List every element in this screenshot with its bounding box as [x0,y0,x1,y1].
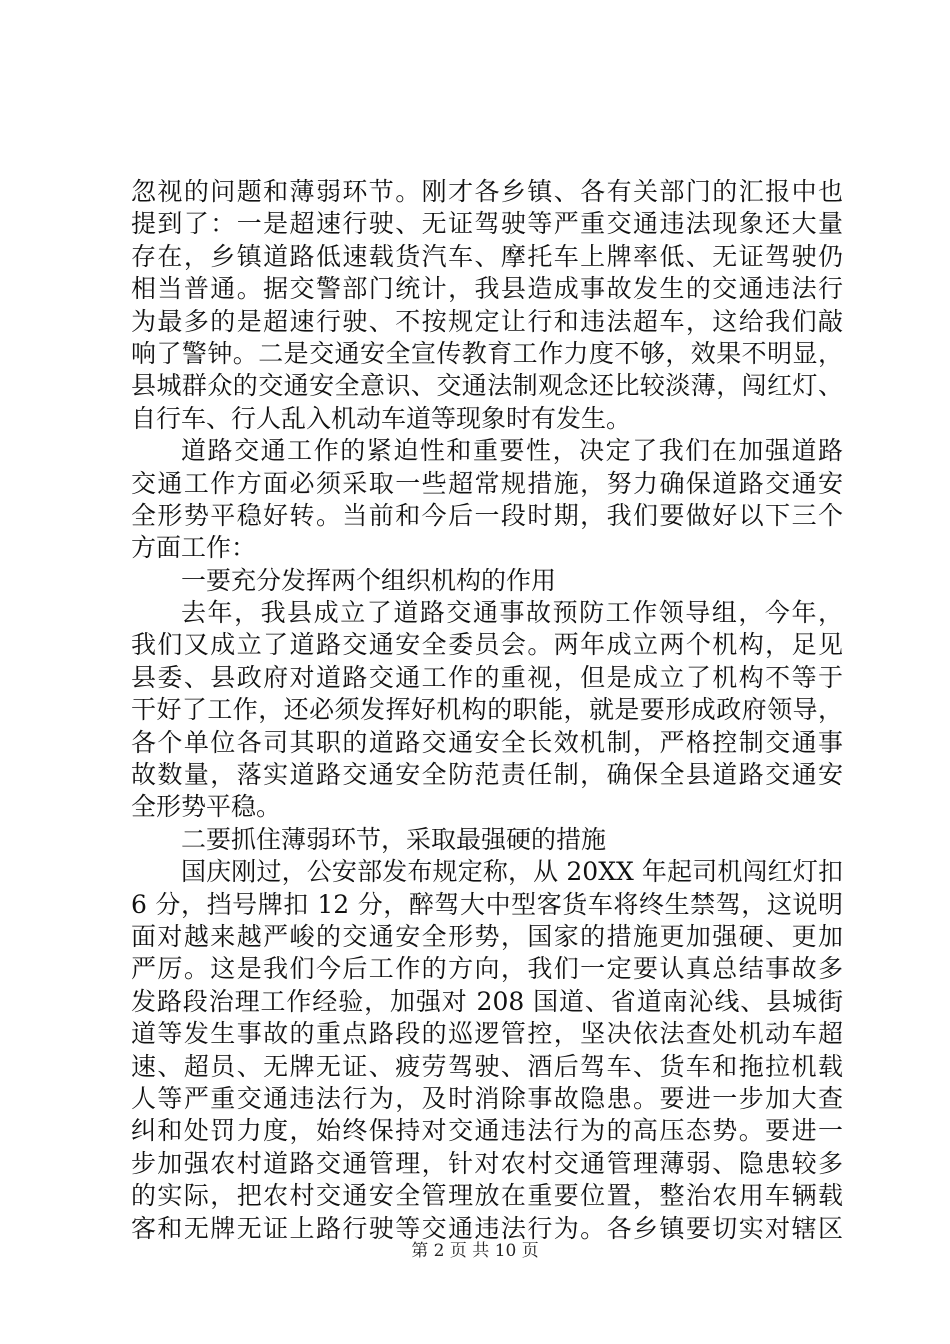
text-line: 提到了：一是超速行驶、无证驾驶等严重交通违法现象还大量 [131,209,843,239]
text-line: 为最多的是超速行驶、不按规定让行和违法超车，这给我们敲 [131,306,843,336]
text-line: 人等严重交通违法行为，及时消除事故隐患。要进一步加大查 [131,1083,843,1113]
text-line: 6 分，挡号牌扣 12 分，醉驾大中型客货车将终生禁驾，这说明 [131,889,843,919]
text-line: 县委、县政府对道路交通工作的重视，但是成立了机构不等于 [131,662,843,692]
text-line: 国庆刚过，公安部发布规定称，从 20XX 年起司机闯红灯扣 [181,857,843,887]
text-line: 道等发生事故的重点路段的巡逻管控，坚决依法查处机动车超 [131,1019,843,1049]
text-line: 各个单位各司其职的道路交通安全长效机制，严格控制交通事 [131,727,843,757]
text-line: 速、超员、无牌无证、疲劳驾驶、酒后驾车、货车和拖拉机载 [131,1051,843,1081]
text-line: 客和无牌无证上路行驶等交通违法行为。各乡镇要切实对辖区 [131,1213,843,1243]
text-line: 面对越来越严峻的交通安全形势，国家的措施更加强硬、更加 [131,921,843,951]
text-line: 交通工作方面必须采取一些超常规措施，努力确保道路交通安 [131,468,843,498]
text-line: 响了警钟。二是交通安全宣传教育工作力度不够，效果不明显， [131,338,843,368]
text-line: 存在，乡镇道路低速载货汽车、摩托车上牌率低、无证驾驶仍 [131,241,843,271]
text-line: 干好了工作，还必须发挥好机构的职能，就是要形成政府领导， [131,695,843,725]
text-line: 发路段治理工作经验，加强对 208 国道、省道南沁线、县城街 [131,986,843,1016]
text-line: 纠和处罚力度，始终保持对交通违法行为的高压态势。要进一 [131,1116,843,1146]
text-line: 自行车、行人乱入机动车道等现象时有发生。 [131,403,632,433]
text-line: 严厉。这是我们今后工作的方向，我们一定要认真总结事故多 [131,954,843,984]
text-line: 故数量，落实道路交通安全防范责任制，确保全县道路交通安 [131,760,843,790]
text-line: 相当普通。据交警部门统计，我县造成事故发生的交通违法行 [131,274,843,304]
section-heading: 一要充分发挥两个组织机构的作用 [181,565,557,595]
page-number-footer: 第 2 页 共 10 页 [411,1241,539,1261]
section-heading: 二要抓住薄弱环节，采取最强硬的措施 [181,824,607,854]
text-line: 忽视的问题和薄弱环节。刚才各乡镇、各有关部门的汇报中也 [131,177,843,206]
text-line: 县城群众的交通安全意识、交通法制观念还比较淡薄，闯红灯、 [131,371,843,401]
text-line: 全形势平稳好转。当前和今后一段时期，我们要做好以下三个 [131,500,843,530]
text-line: 的实际，把农村交通安全管理放在重要位置，整治农用车辆载 [131,1181,843,1211]
text-line: 去年，我县成立了道路交通事故预防工作领导组，今年， [181,598,843,628]
text-line: 全形势平稳。 [131,792,282,822]
text-line: 道路交通工作的紧迫性和重要性，决定了我们在加强道路 [181,436,843,466]
document-body [131,176,843,1245]
text-line: 步加强农村道路交通管理，针对农村交通管理薄弱、隐患较多 [131,1148,843,1178]
text-line: 我们又成立了道路交通安全委员会。两年成立两个机构，足见 [131,630,843,660]
text-line: 方面工作： [131,533,257,563]
